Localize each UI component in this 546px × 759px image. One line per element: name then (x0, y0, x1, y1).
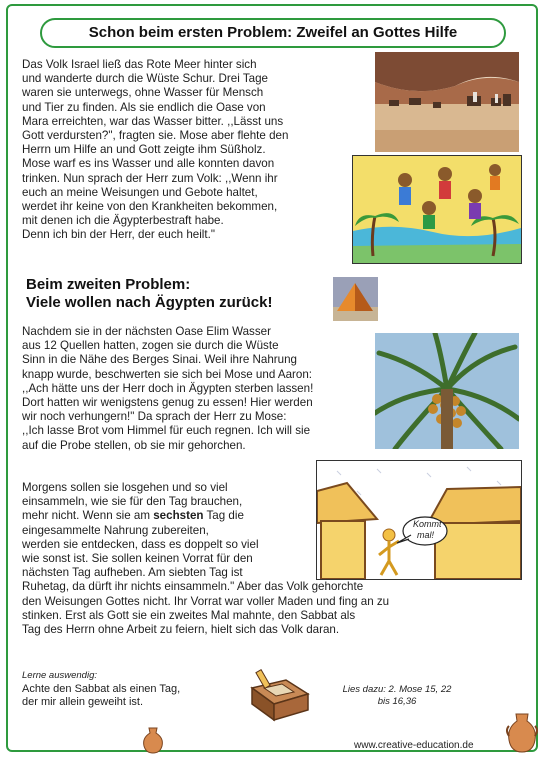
speech-line-1: Kommt (413, 519, 442, 529)
vase-icon (140, 726, 166, 754)
title-banner (40, 18, 506, 48)
footer-url[interactable]: www.creative-education.de (354, 740, 474, 751)
bible-reference: Lies dazu: 2. Mose 15, 22 bis 16,36 (342, 684, 452, 707)
paragraph-1: Das Volk Israel ließ das Rote Meer hinter sich und wanderte durch die Wüste Schur. Drei Tage waren sie unterwegs, ohne Wasser für Mensch und Tier zu finden. Als sie endlich die Oase von Mara erreichten, war das Wasser bitter. ,,Lässt uns Gott verdursten?", fragten sie. Mose aber flehte den Herrn um Hilfe an und Gott zeigte ihm Süßholz. Mose warf es ins Wasser und alle konnten davon trinken. Nun sprach der Herr zum Volk: ,,Wenn ihr euch an meine Weisungen und Gebote haltet, werdet ihr keine von den Krankheiten bekommen, mit denen ich die Ägypterbestraft habe. Denn ich bin der Herr, der euch heilt." (22, 58, 289, 242)
paragraph-2: Nachdem sie in der nächsten Oase Elim Wasser aus 12 Quellen hatten, zogen sie durch die Wüste Sinn in die Nähe des Berges Sinai. Weil ihre Nahrung knapp wurde, beschwerten sie sich bei Mose und Aaron: ,,Ach hätte uns der Herr doch in Ägypten sterben lassen! Dort hatten wir wenigstens genug zu essen! Hier werden wir noch verhungern!" Da sprach der Herr zu Mose: ,,Ich lasse Brot vom Himmel für euch regnen. Ich will sie auf die Probe stellen, ob sie mir gehorchen. (22, 325, 314, 452)
vase-icon (505, 712, 539, 754)
page-title: Schon beim ersten Problem: Zweifel an Gottes Hilfe (88, 24, 458, 41)
memory-verse: Achte den Sabbat als einen Tag, der mir allein geweiht ist. (22, 683, 181, 708)
emphasis-sixth-day: sechsten (153, 509, 204, 523)
learn-label: Lerne auswendig: (22, 670, 97, 681)
paragraph-3: Morgens sollen sie losgehen und so viel einsammeln, wie sie für den Tag brauchen, mehr nicht. Wenn sie am sechsten Tag die eingesammelte Nahrung zubereiten, werden sie entdecken, dass es doppelt so viel wie sonst ist. Sie sollen keinen Vorrat für den nächsten Tag aufheben. Am siebten Tag ist Ruhetag, da dürft ihr nichts einsammeln." Aber das Volk gehorchte den Weisungen Gottes nicht. Ihr Vorrat war voller Maden und fing an zu stinken. Erst als Gott sie ein zweites Mal mahnte, den Sabbat als Tag des Herrn ohne Arbeit zu feiern, hielt sich das Volk daran. (22, 481, 390, 637)
pyramid-photo (333, 277, 378, 321)
date-palm-photo (375, 333, 519, 449)
tent-camp-drawing (316, 460, 522, 580)
speech-line-2: mal! (417, 530, 435, 540)
desert-camels-photo (375, 52, 519, 152)
section-heading-2: Beim zweiten Problem: Viele wollen nach Ägypten zurück! (26, 276, 273, 311)
bible-icon (246, 666, 312, 724)
oasis-children-drawing (352, 155, 522, 264)
